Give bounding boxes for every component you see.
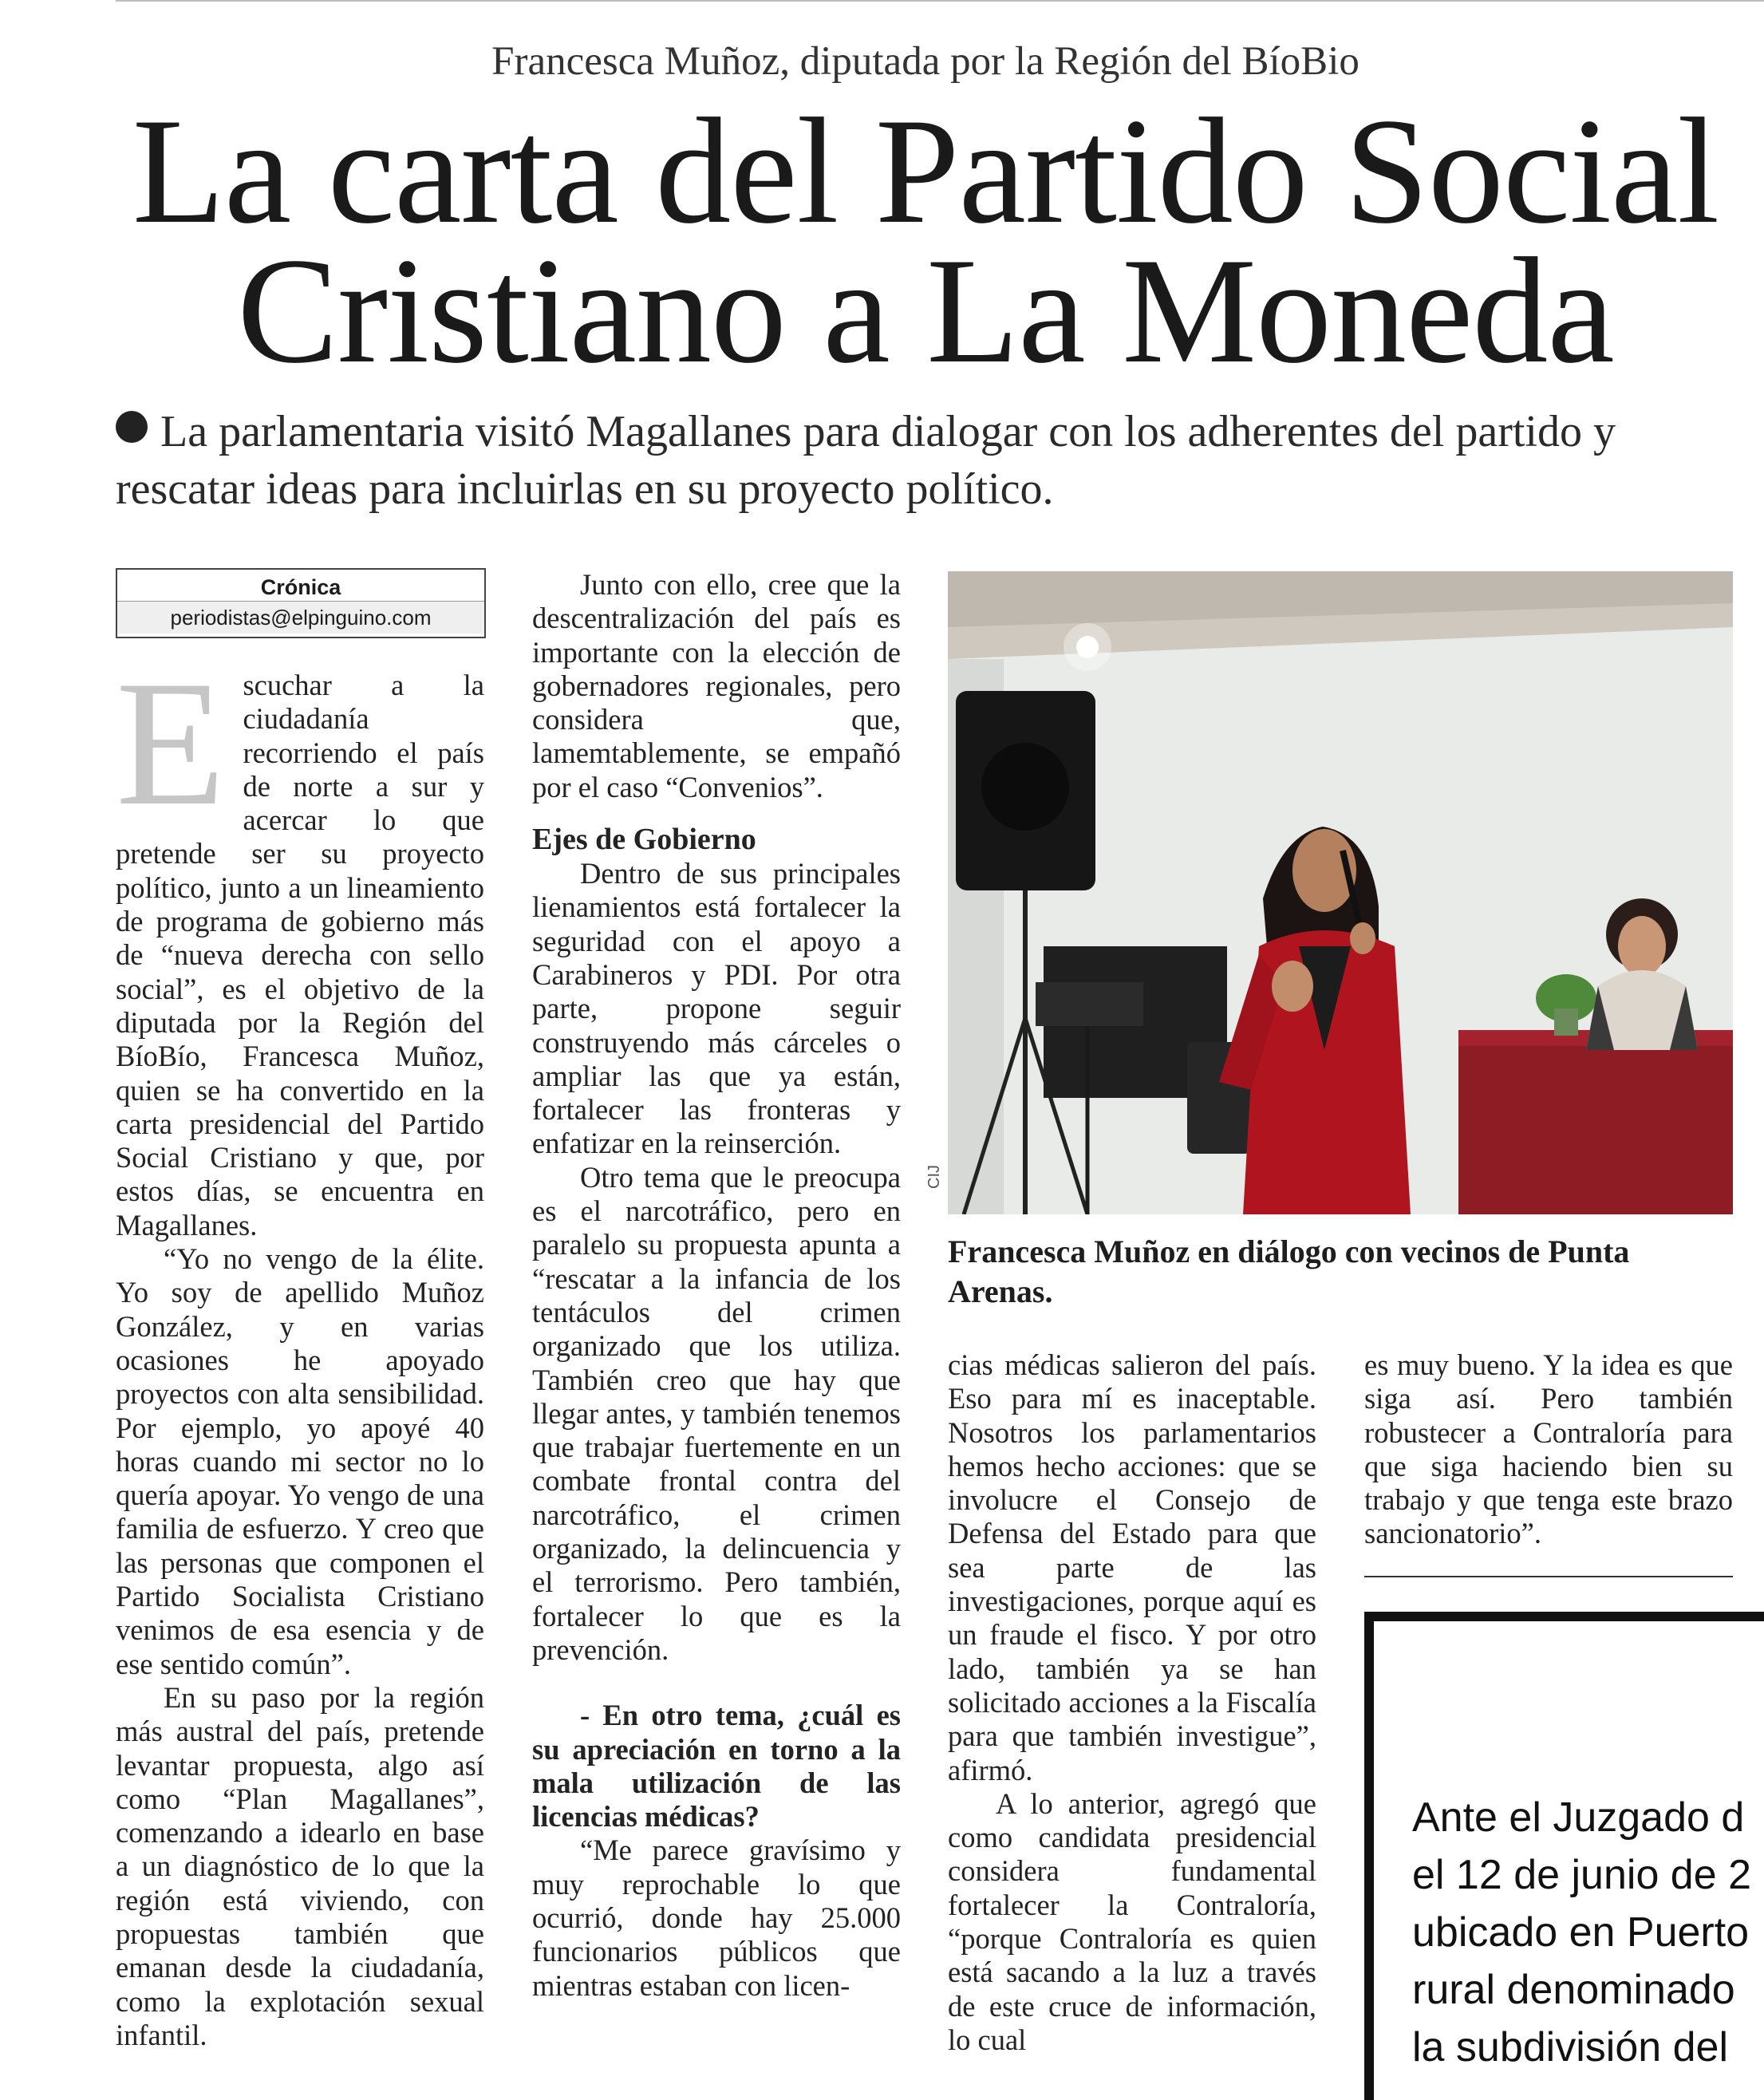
column-end-rule: [1364, 1576, 1733, 1577]
paragraph: Dentro de sus principales lienamientos está fortalecer la seguridad con el apoyo a Carabineros y PDI. Por otra parte, propone seguir construyendo más cárceles o ampliar las que ya están, fortalecer las fronteras y enfatizar en la reinserción.: [532, 857, 901, 1160]
paragraph: En su paso por la región más austral del país, pretende levantar propuesta, algo así como “Plan Magallanes”, comenzando a idearlo en base a un diagnóstico de lo que la región está viviendo, con propuestas también que emanan desde la ciudadanía, como la explotación sexual infantil.: [116, 1680, 484, 2051]
notice-line: ubicado en Puerto: [1412, 1909, 1750, 1956]
headline-line-2: Cristiano a La Moneda: [237, 227, 1614, 395]
notice-line: rural denominado: [1412, 1967, 1735, 2013]
lede-text: La parlamentaria visitó Magallanes para dialogar con los adherentes del partido y rescatar ideas para incluirlas en su proyecto político.: [116, 407, 1616, 514]
byline-box: [116, 568, 486, 638]
legal-notice-box: [1364, 1612, 1764, 2100]
kicker: Francesca Muñoz, diputada por la Región del BíoBio: [491, 39, 1360, 84]
article-column-4: [1364, 1348, 1733, 1551]
notice-line: Ante el Juzgado d: [1412, 1794, 1745, 1841]
drop-cap: E: [116, 643, 226, 843]
legal-notice-text: [1412, 1789, 1751, 2076]
interview-question: - En otro tema, ¿cuál es su apreciación en torno a la mala utilización de las licencias médicas?: [532, 1699, 901, 1834]
paragraph: Otro tema que le preocupa es el narcotráfico, pero en paralelo su propuesta apunta a “rescatar a la infancia de los tentáculos del crimen organizado que los utiliza. También creo que hay que llegar antes, y también tenemos que trabajar fuertemente en un combate frontal contra del narcotráfico, el crimen organizado, la delincuencia y el terrorismo. Pero también, fortalecer lo que es la prevención.: [532, 1160, 901, 1666]
article-photo: [948, 571, 1733, 1214]
byline-section: Crónica: [260, 575, 341, 599]
article-column-1: [116, 643, 484, 2052]
paragraph: [116, 643, 484, 1242]
lede: [116, 403, 1632, 518]
headline: [0, 88, 1764, 395]
article-column-2: [532, 568, 901, 2003]
paragraph: A lo anterior, agregó que como candidata presidencial considera fundamental fortalecer la Contraloría, “porque Contraloría es quien está sacando a la luz a través de este cruce de información, lo cual: [948, 1786, 1316, 2056]
article-column-3: [948, 1348, 1316, 2057]
paragraph-text: scuchar a la ciudadanía recorriendo el país de norte a sur y acercar lo que pretende ser su proyecto político, junto a un lineamiento de programa de gobierno más de “nueva derecha con sello social”, es el objetivo de la diputada por la Región del BíoBío, Francesca Muñoz, quien se ha convertido en la carta presidencial del Partido Social Cristiano y que, por estos días, se encuentra en Magallanes.: [116, 669, 484, 1241]
photo-illustration: [948, 571, 1733, 1214]
paragraph: es muy bueno. Y la idea es que siga así. Pero también robustecer a Contraloría para que siga haciendo bien su trabajo y que tenga este brazo sancionatorio”.: [1364, 1348, 1733, 1550]
top-rule: [116, 0, 1764, 2]
photo-credit: CIJ: [925, 1165, 943, 1189]
subheading: Ejes de Gobierno: [532, 823, 756, 857]
notice-line: la subdivisión del: [1412, 2024, 1729, 2070]
headline-line-1: La carta del Partido Social: [132, 88, 1719, 255]
bullet-icon: [116, 411, 148, 443]
paragraph: cias médicas salieron del país. Eso para mí es inaceptable. Nosotros los parlamentarios hemos hecho acciones: que se involucre el Consejo de Defensa del Estado para que sea parte de las investigaciones, porque aquí es un fraude el fisco. Y por otro lado, también ya se han solicitado acciones a la Fiscalía para que también investigue”, afirmó.: [948, 1348, 1316, 1786]
byline-email: periodistas@elpinguino.com: [117, 601, 484, 634]
notice-line: el 12 de junio de 2: [1412, 1852, 1752, 1898]
photo-caption: Francesca Muñoz en diálogo con vecinos de Punta Arenas.: [948, 1234, 1630, 1309]
paragraph: Junto con ello, cree que la descentralización del país es importante con la elección de gobernadores regionales, pero considera que, lamemtablemente, se empañó por el caso “Convenios”.: [532, 568, 901, 803]
paragraph: “Yo no vengo de la élite. Yo soy de apellido Muñoz González, y en varias ocasiones he apoyado proyectos con alta sensibilidad. Por ejemplo, yo apoyé 40 horas cuando mi sector no lo quería apoyar. Yo vengo de una familia de esfuerzo. Y creo que las personas que componen el Partido Socialista Cristiano venimos de esa esencia y de ese sentido común”.: [116, 1242, 484, 1680]
paragraph: “Me parece gravísimo y muy reprochable lo que ocurrió, donde hay 25.000 funcionarios públicos que mientras estaban con licen-: [532, 1834, 901, 2002]
